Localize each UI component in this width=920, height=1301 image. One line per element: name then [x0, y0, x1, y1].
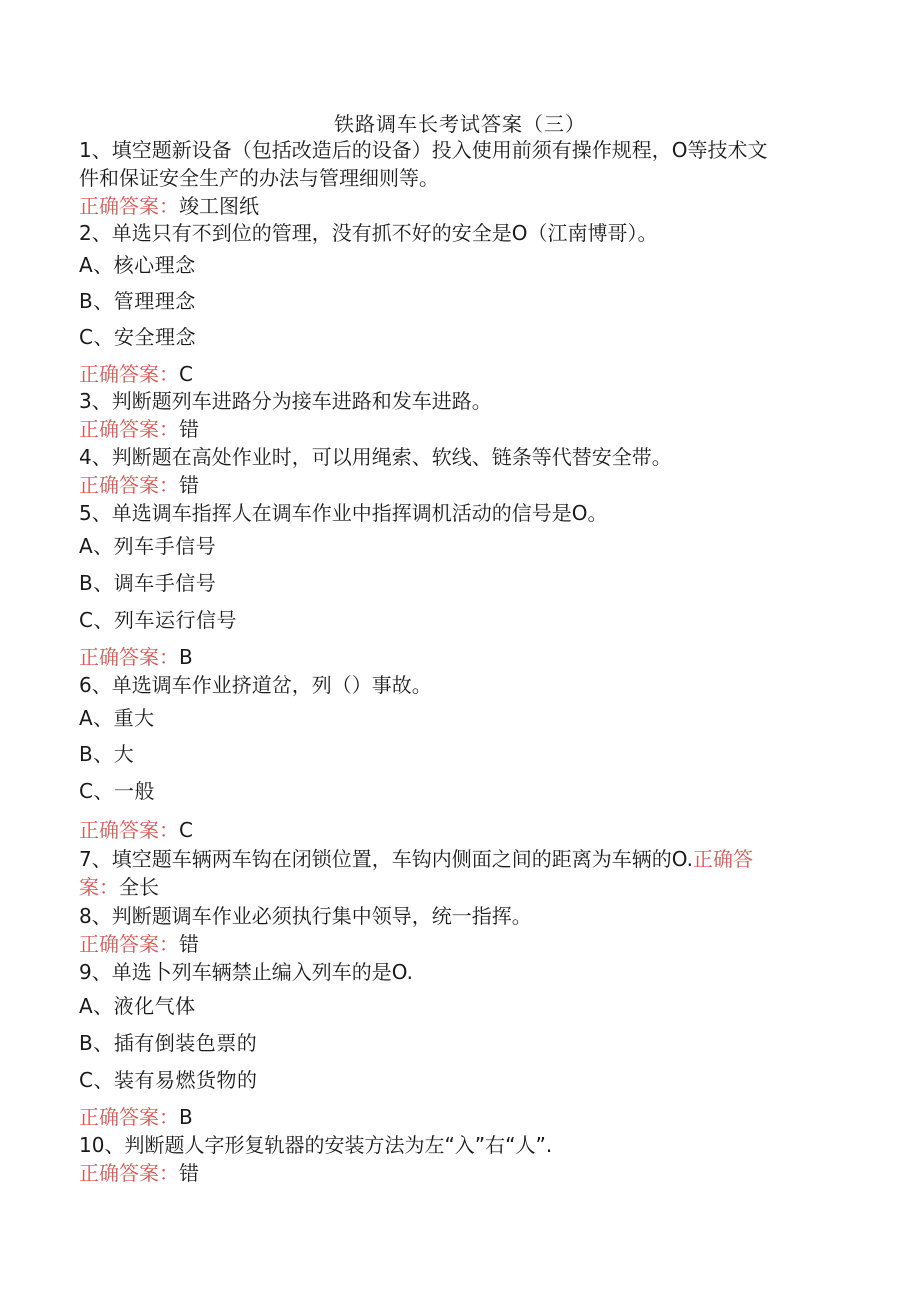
- question-8-answer: [79, 930, 880, 958]
- answer-label: 正确答案：: [79, 194, 179, 218]
- question-10: 10、判断题人字形复轨器的安装方法为左“入”右“人”.: [79, 1133, 553, 1157]
- question-7: [79, 845, 880, 873]
- answer-value: 全长: [119, 875, 159, 899]
- answer-value: 错: [179, 417, 199, 441]
- answer-value: 错: [179, 473, 199, 497]
- question-5-option-b: B、调车手信号: [79, 571, 217, 595]
- question-9-option-a: A、液化气体: [79, 994, 196, 1018]
- question-6-option-a: A、重大: [79, 706, 155, 730]
- question-2-answer: [79, 360, 880, 388]
- answer-label: 正确答案：: [79, 818, 179, 842]
- question-9: 9、单选卜列车辆禁止编入列车的是O.: [79, 960, 414, 984]
- question-9-option-b: B、插有倒装色票的: [79, 1031, 258, 1055]
- question-7-answer: [79, 873, 880, 901]
- question-9-answer: [79, 1103, 880, 1131]
- answer-label: 正确答案：: [79, 932, 179, 956]
- question-2-option-b: B、管理理念: [79, 289, 196, 313]
- question-1-line-2: 件和保证安全生产的办法与管理细则等。: [79, 166, 439, 190]
- question-6-answer: [79, 816, 880, 844]
- question-5-option-a: A、列车手信号: [79, 534, 217, 558]
- answer-value: B: [179, 1105, 193, 1129]
- document-title: 铁路调车长考试答案（三）: [334, 112, 586, 136]
- answer-value: 竣工图纸: [179, 194, 259, 218]
- question-5-answer: [79, 643, 880, 671]
- question-6-option-b: B、大: [79, 742, 135, 766]
- question-2-option-c: C、安全理念: [79, 325, 196, 349]
- answer-label: 正确答案：: [79, 1161, 179, 1185]
- question-5: 5、单选调车指挥人在调车作业中指挥调机活动的信号是O。: [79, 501, 608, 525]
- question-2: 2、单选只有不到位的管理，没有抓不好的安全是O（江南博哥）。: [79, 221, 658, 245]
- answer-value: 错: [179, 932, 199, 956]
- answer-label-part-1: 正确答: [693, 847, 754, 871]
- question-2-option-a: A、核心理念: [79, 253, 196, 277]
- question-4: 4、判断题在高处作业时，可以用绳索、软线、链条等代替安全带。: [79, 445, 672, 469]
- question-8: 8、判断题调车作业必须执行集中领导，统一指挥。: [79, 904, 532, 928]
- question-6-option-c: C、一般: [79, 779, 155, 803]
- question-3: 3、判断题列车进路分为接车进路和发车进路。: [79, 389, 492, 413]
- answer-label: 正确答案：: [79, 417, 179, 441]
- question-6: 6、单选调车作业挤道岔，列（）事故。: [79, 673, 432, 697]
- answer-value: C: [179, 362, 193, 386]
- question-4-answer: [79, 471, 880, 499]
- question-7-text: 7、填空题车辆两车钩在闭锁位置，车钩内侧面之间的距离为车辆的O.: [79, 847, 694, 871]
- question-5-option-c: C、列车运行信号: [79, 608, 237, 632]
- question-3-answer: [79, 415, 880, 443]
- answer-value: 错: [179, 1161, 199, 1185]
- answer-value: B: [179, 645, 193, 669]
- answer-label: 正确答案：: [79, 473, 179, 497]
- answer-label: 正确答案：: [79, 645, 179, 669]
- question-1-line-1: 1、填空题新设备（包括改造后的设备）投入使用前须有操作规程，O等技术文: [79, 138, 768, 162]
- answer-label: 正确答案：: [79, 1105, 179, 1129]
- question-9-option-c: C、装有易燃货物的: [79, 1068, 258, 1092]
- question-10-answer: [79, 1159, 880, 1187]
- question-1-answer: [79, 192, 880, 220]
- answer-label: 正确答案：: [79, 362, 179, 386]
- answer-value: C: [179, 818, 193, 842]
- answer-label-part-2: 案：: [79, 875, 119, 899]
